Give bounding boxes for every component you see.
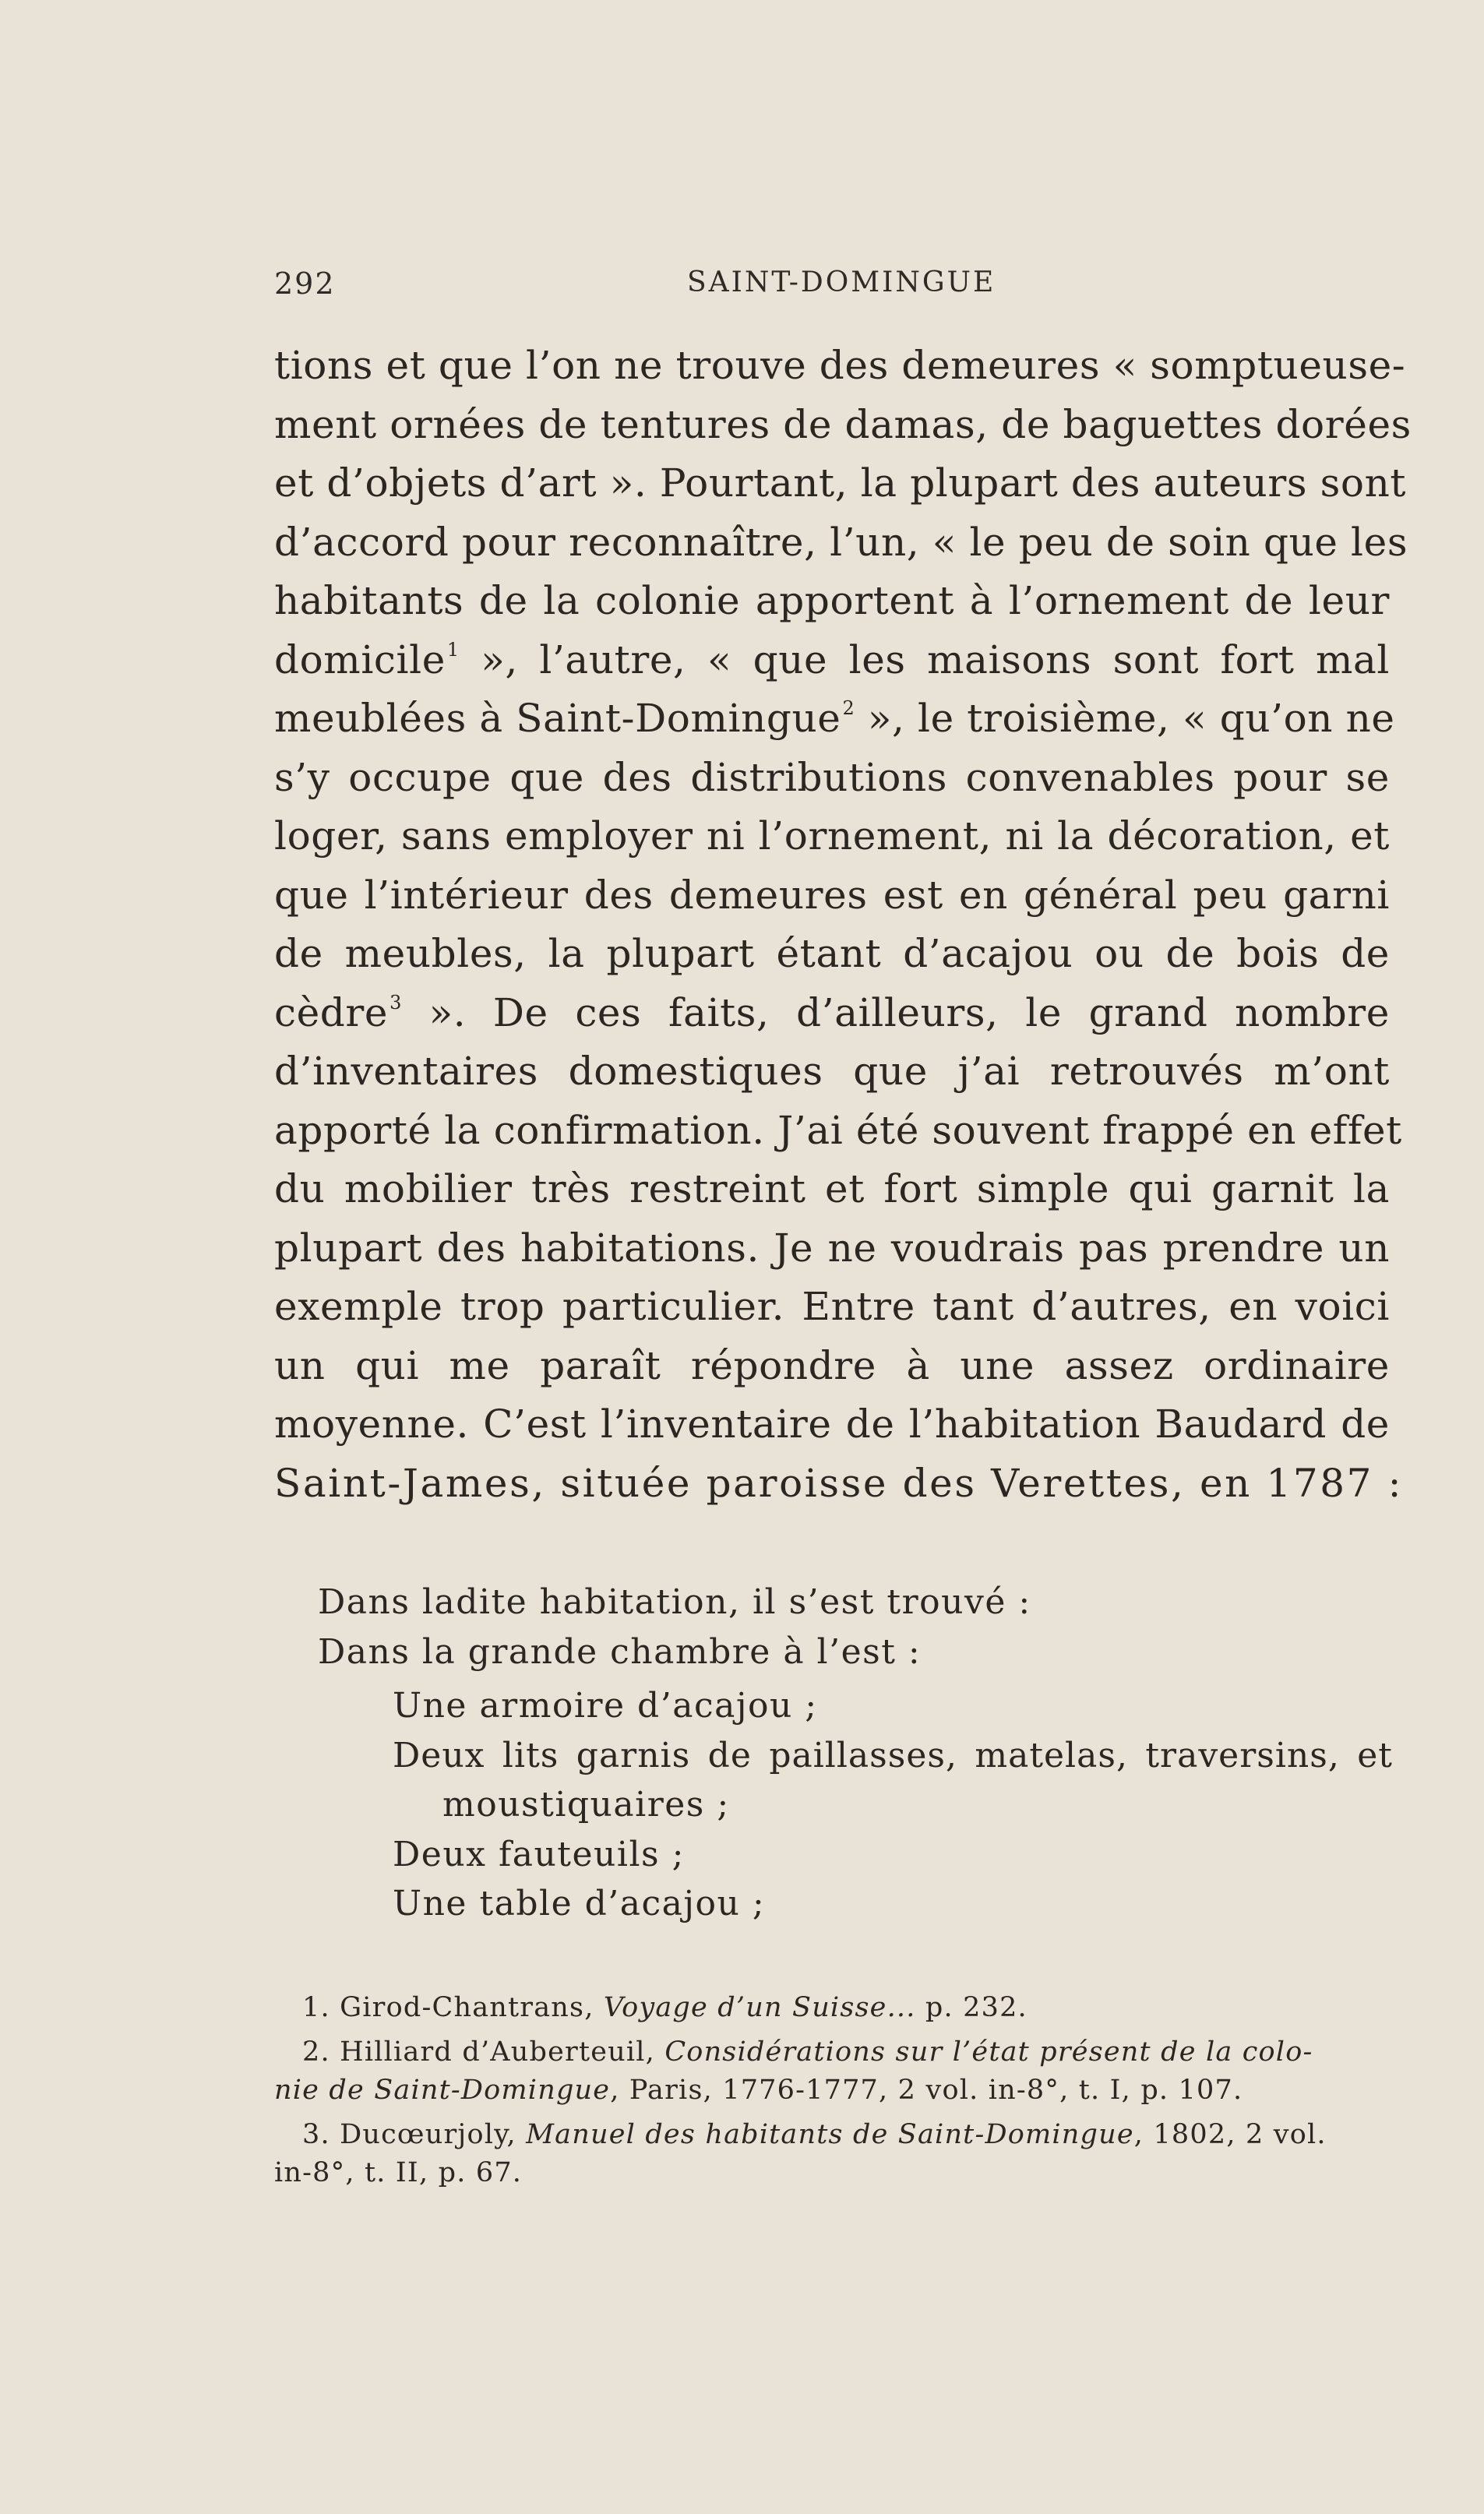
footnote-citation: in-8°, t. II, p. 67. xyxy=(274,2157,523,2188)
body-line: que l’intérieur des demeures est en général peu garni xyxy=(274,872,1390,918)
quote-line: Dans la grande chambre à l’est : xyxy=(318,1631,922,1672)
body-line: habitants de la colonie apportent à l’ornement de leur xyxy=(274,578,1390,623)
body-line: exemple trop particulier. Entre tant d’autres, en voici xyxy=(274,1284,1390,1329)
inventory-item: Deux fauteuils ; xyxy=(393,1834,685,1874)
body-fragment: ». De ces faits, d’ailleurs, le grand nombre xyxy=(401,989,1390,1035)
body-line: tions et que l’on ne trouve des demeures « somptueuse- xyxy=(274,343,1406,388)
footnote-title: nie de Saint-Domingue xyxy=(274,2075,611,2106)
inventory-item-continuation: moustiquaires ; xyxy=(442,1785,730,1825)
body-line: plupart des habitations. Je ne voudrais pas prendre un xyxy=(274,1225,1390,1271)
body-line: Saint-James, située paroisse des Verettes, en 1787 : xyxy=(274,1460,1404,1506)
body-line: de meubles, la plupart étant d’acajou ou de bois de xyxy=(274,931,1390,976)
footnote-citation: , 1802, 2 vol. xyxy=(1133,2119,1327,2150)
footnote-citation: p. 232. xyxy=(915,1992,1028,2023)
footnote-1 xyxy=(274,1989,1390,2027)
body-fragment: domicile xyxy=(274,636,446,682)
page-header xyxy=(274,266,1388,313)
body-line: du mobilier très restreint et fort simple qui garnit la xyxy=(274,1166,1390,1211)
body-line: et d’objets d’art ». Pourtant, la plupart des auteurs sont xyxy=(274,460,1407,506)
quote-line: Dans ladite habitation, il s’est trouvé : xyxy=(318,1582,1031,1622)
footnote-ref-2[interactable]: 2 xyxy=(842,697,855,719)
body-line: moyenne. C’est l’inventaire de l’habitation Baudard de xyxy=(274,1402,1390,1447)
footnote-title: Manuel des habitants de Saint-Domingue xyxy=(526,2119,1134,2150)
footnote-title: Considérations sur l’état présent de la colo- xyxy=(664,2036,1313,2068)
body-line: d’accord pour reconnaître, l’un, « le peu de soin que les xyxy=(274,519,1408,565)
body-line: un qui me paraît répondre à une assez ordinaire xyxy=(274,1342,1390,1388)
body-line xyxy=(274,984,1390,1043)
body-fragment: », le troisième, « qu’on ne xyxy=(855,696,1395,741)
footnote-ref-1[interactable]: 1 xyxy=(446,638,460,661)
body-fragment: », l’autre, « que les maisons sont fort mal xyxy=(459,636,1390,682)
inventory-item: Une table d’acajou ; xyxy=(393,1884,766,1923)
footnote-citation: , Paris, 1776-1777, 2 vol. in-8°, t. I, p. 107. xyxy=(610,2075,1243,2106)
footnote-number: 1. xyxy=(302,1992,330,2023)
inventory-item: Deux lits garnis de paillasses, matelas, traversins, et xyxy=(393,1735,1393,1775)
footnote-2 xyxy=(274,2033,1390,2110)
body-paragraph xyxy=(274,337,1412,1513)
footnote-ref-3[interactable]: 3 xyxy=(390,991,402,1014)
footnote-author: Hilliard d’Auberteuil, xyxy=(330,2036,665,2068)
footnote-3 xyxy=(274,2116,1390,2192)
page-number: 292 xyxy=(274,266,336,301)
body-line xyxy=(274,631,1390,690)
footnote-author: Girod-Chantrans, xyxy=(330,1992,604,2023)
footnote-title: Voyage d’un Suisse... xyxy=(603,1992,916,2023)
footnote-number: 3. xyxy=(302,2119,330,2150)
body-line: apporté la confirmation. J’ai été souvent frappé en effet xyxy=(274,1107,1402,1153)
body-line: ment ornées de tentures de damas, de baguettes dorées xyxy=(274,401,1412,447)
footnote-number: 2. xyxy=(302,2036,330,2068)
body-fragment: meublées à Saint-Domingue xyxy=(274,696,841,741)
body-line: d’inventaires domestiques que j’ai retrouvés m’ont xyxy=(274,1049,1390,1094)
running-head: SAINT-DOMINGUE xyxy=(687,266,996,298)
body-line xyxy=(274,689,1395,749)
inventory-item: Une armoire d’acajou ; xyxy=(393,1686,818,1726)
body-line: loger, sans employer ni l’ornement, ni la décoration, et xyxy=(274,813,1390,859)
footnotes xyxy=(274,1989,1390,2198)
body-fragment: cèdre xyxy=(274,989,389,1035)
footnote-author: Ducœurjoly, xyxy=(330,2119,527,2150)
body-line: s’y occupe que des distributions convenables pour se xyxy=(274,754,1390,800)
inventory-quote xyxy=(318,1578,1393,1929)
